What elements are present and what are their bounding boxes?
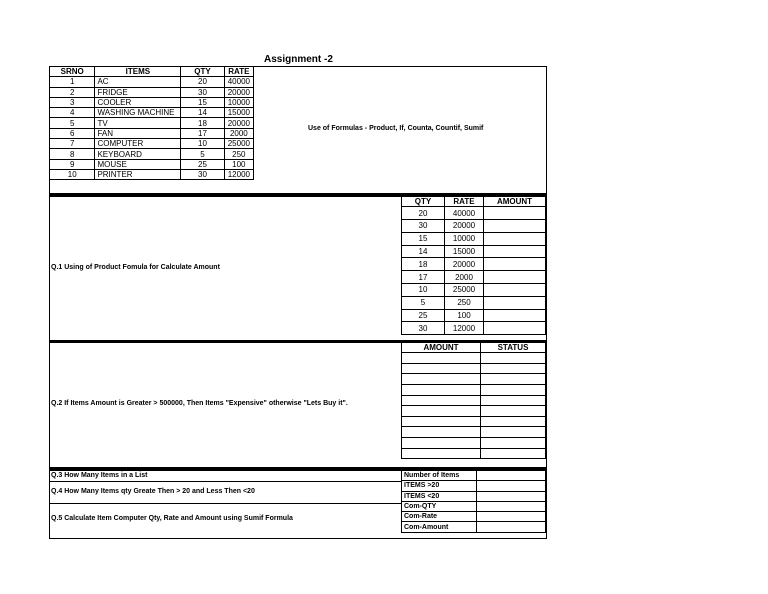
item-cell: KEYBOARD — [95, 149, 181, 159]
items-row — [50, 128, 254, 138]
q2-amount-cell — [402, 374, 481, 385]
q1-rate-cell: 40000 — [445, 207, 484, 220]
q1-table — [401, 196, 546, 335]
qty-cell: 20 — [181, 77, 224, 87]
q2-row — [402, 353, 546, 364]
q1-rate-cell: 12000 — [445, 322, 484, 335]
items-row — [50, 97, 254, 107]
q1-amount-cell — [484, 309, 546, 322]
q1-row — [402, 271, 546, 284]
q1-row — [402, 207, 546, 220]
q1-qty-cell: 25 — [402, 309, 445, 322]
item-cell: AC — [95, 77, 181, 87]
q2-status-cell — [481, 363, 546, 374]
srno-cell: 10 — [50, 169, 95, 179]
q4-divider — [49, 503, 401, 504]
q1-row — [402, 232, 546, 245]
srno-cell: 7 — [50, 139, 95, 149]
q1-amount-cell — [484, 220, 546, 233]
q1-row — [402, 322, 546, 335]
q2-status-cell — [481, 438, 546, 449]
q2-row — [402, 406, 546, 417]
items-row — [50, 139, 254, 149]
q2-status-cell — [481, 416, 546, 427]
q1-amount-cell — [484, 258, 546, 271]
q2-row — [402, 448, 546, 459]
q1-amount-cell — [484, 232, 546, 245]
q2-amount-cell — [402, 395, 481, 406]
q2-col-status: STATUS — [481, 343, 546, 353]
items-gt20-value — [477, 481, 546, 491]
q1-row — [402, 284, 546, 297]
q2-status-cell — [481, 395, 546, 406]
q2-row — [402, 374, 546, 385]
q1-col-amount: AMOUNT — [484, 197, 546, 207]
rate-cell: 250 — [224, 149, 253, 159]
q1-qty-cell: 18 — [402, 258, 445, 271]
q1-amount-cell — [484, 296, 546, 309]
items-row — [50, 108, 254, 118]
q1-rate-cell: 15000 — [445, 245, 484, 258]
q1-qty-cell: 14 — [402, 245, 445, 258]
items-table — [49, 66, 254, 180]
q1-rate-cell: 10000 — [445, 232, 484, 245]
q1-col-qty: QTY — [402, 197, 445, 207]
number-of-items-value — [477, 471, 546, 481]
q1-amount-cell — [484, 271, 546, 284]
q1-rate-cell: 250 — [445, 296, 484, 309]
srno-cell: 4 — [50, 108, 95, 118]
srno-cell: 5 — [50, 118, 95, 128]
item-cell: COOLER — [95, 97, 181, 107]
rate-cell: 12000 — [224, 169, 253, 179]
com-amount-label: Com-Amount — [402, 522, 477, 532]
q3-divider — [49, 481, 401, 482]
q2-row — [402, 395, 546, 406]
qty-cell: 30 — [181, 87, 224, 97]
qty-cell: 30 — [181, 169, 224, 179]
q2-col-amount: AMOUNT — [402, 343, 481, 353]
q1-text: Q.1 Using of Product Fomula for Calculate Amount — [51, 264, 220, 271]
com-rate-value — [477, 512, 546, 522]
rate-cell: 100 — [224, 159, 253, 169]
col-rate: RATE — [224, 67, 253, 77]
q2-status-cell — [481, 353, 546, 364]
rate-cell: 20000 — [224, 87, 253, 97]
rate-cell: 25000 — [224, 139, 253, 149]
item-cell: TV — [95, 118, 181, 128]
q1-qty-cell: 17 — [402, 271, 445, 284]
q4-text: Q.4 How Many Items qty Greate Then > 20 and Less Then <20 — [51, 488, 255, 495]
q1-amount-cell — [484, 284, 546, 297]
number-of-items-label: Number of Items — [402, 471, 477, 481]
q1-rate-cell: 25000 — [445, 284, 484, 297]
col-items: ITEMS — [95, 67, 181, 77]
rate-cell: 10000 — [224, 97, 253, 107]
q2-table — [401, 342, 546, 459]
q1-rate-cell: 20000 — [445, 220, 484, 233]
qty-cell: 25 — [181, 159, 224, 169]
item-cell: FRIDGE — [95, 87, 181, 97]
q2-amount-cell — [402, 416, 481, 427]
col-srno: SRNO — [50, 67, 95, 77]
q2-row — [402, 427, 546, 438]
q1-rate-cell: 100 — [445, 309, 484, 322]
q1-row — [402, 296, 546, 309]
srno-cell: 6 — [50, 128, 95, 138]
qty-cell: 14 — [181, 108, 224, 118]
items-row — [50, 169, 254, 179]
q1-amount-cell — [484, 245, 546, 258]
com-amount-value — [477, 522, 546, 532]
srno-cell: 1 — [50, 77, 95, 87]
q1-qty-cell: 30 — [402, 220, 445, 233]
items-lt20-value — [477, 491, 546, 501]
q2-status-cell — [481, 374, 546, 385]
col-qty: QTY — [181, 67, 224, 77]
srno-cell: 2 — [50, 87, 95, 97]
q2-amount-cell — [402, 363, 481, 374]
q1-qty-cell: 15 — [402, 232, 445, 245]
q2-row — [402, 416, 546, 427]
qty-cell: 15 — [181, 97, 224, 107]
item-cell: MOUSE — [95, 159, 181, 169]
q1-row — [402, 220, 546, 233]
items-row — [50, 149, 254, 159]
q1-row — [402, 309, 546, 322]
q1-qty-cell: 10 — [402, 284, 445, 297]
item-cell: PRINTER — [95, 169, 181, 179]
q2-row — [402, 438, 546, 449]
com-qty-label: Com-QTY — [402, 501, 477, 511]
items-row — [50, 87, 254, 97]
q1-qty-cell: 5 — [402, 296, 445, 309]
com-qty-value — [477, 501, 546, 511]
q5-text: Q.5 Calculate Item Computer Qty, Rate and Amount using Sumif Formula — [51, 515, 293, 522]
q1-rate-cell: 2000 — [445, 271, 484, 284]
q2-status-cell — [481, 427, 546, 438]
rate-cell: 40000 — [224, 77, 253, 87]
q1-qty-cell: 30 — [402, 322, 445, 335]
q1-amount-cell — [484, 322, 546, 335]
items-row — [50, 118, 254, 128]
q2-row — [402, 363, 546, 374]
items-lt20-label: ITEMS <20 — [402, 491, 477, 501]
summary-table — [401, 470, 546, 533]
q3-text: Q.3 How Many Items in a List — [51, 472, 148, 479]
q2-status-cell — [481, 385, 546, 396]
items-gt20-label: ITEMS >20 — [402, 481, 477, 491]
page-title: Assignment -2 — [264, 54, 333, 65]
q2-status-cell — [481, 448, 546, 459]
q2-amount-cell — [402, 406, 481, 417]
qty-cell: 10 — [181, 139, 224, 149]
srno-cell: 8 — [50, 149, 95, 159]
qty-cell: 5 — [181, 149, 224, 159]
rate-cell: 20000 — [224, 118, 253, 128]
q2-status-cell — [481, 406, 546, 417]
q1-qty-cell: 20 — [402, 207, 445, 220]
items-row — [50, 159, 254, 169]
srno-cell: 9 — [50, 159, 95, 169]
q2-amount-cell — [402, 385, 481, 396]
q1-row — [402, 258, 546, 271]
com-rate-label: Com-Rate — [402, 512, 477, 522]
q2-text: Q.2 If Items Amount is Greater > 500000, Then Items "Expensive" otherwise "Lets Buy it". — [51, 400, 348, 407]
q1-col-rate: RATE — [445, 197, 484, 207]
q2-amount-cell — [402, 448, 481, 459]
q2-amount-cell — [402, 427, 481, 438]
qty-cell: 18 — [181, 118, 224, 128]
q2-amount-cell — [402, 353, 481, 364]
items-row — [50, 77, 254, 87]
q1-amount-cell — [484, 207, 546, 220]
q1-row — [402, 245, 546, 258]
formula-note: Use of Formulas - Product, If, Counta, Countif, Sumif — [308, 125, 484, 132]
rate-cell: 15000 — [224, 108, 253, 118]
q2-row — [402, 385, 546, 396]
q2-amount-cell — [402, 438, 481, 449]
qty-cell: 17 — [181, 128, 224, 138]
item-cell: FAN — [95, 128, 181, 138]
rate-cell: 2000 — [224, 128, 253, 138]
q1-rate-cell: 20000 — [445, 258, 484, 271]
item-cell: COMPUTER — [95, 139, 181, 149]
item-cell: WASHING MACHINE — [95, 108, 181, 118]
srno-cell: 3 — [50, 97, 95, 107]
